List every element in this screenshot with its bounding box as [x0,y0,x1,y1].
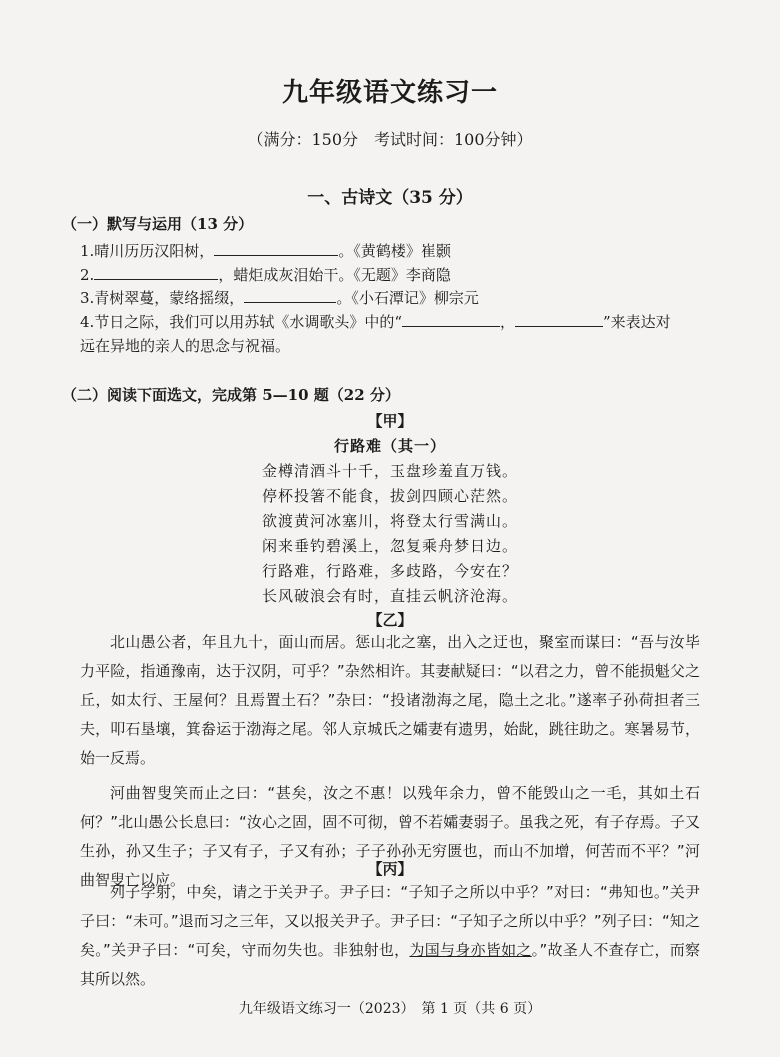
answer-blank-4a[interactable] [402,312,500,327]
text-yi-marker: 【乙】 [367,611,413,629]
poem-line: 闲来垂钓碧溪上，忽复乘舟梦日边。 [261,537,518,555]
poem-line: 停杯投箸不能食，拔剑四顾心茫然。 [261,487,518,505]
question-2-suffix: 《无题》李商隐 [353,266,451,284]
part1-title: （一）默写与运用（13 分） [62,215,254,233]
question-4-text-c: ”来表达对 [603,313,671,331]
question-4-line2: 远在异地的亲人的思念与祝福。 [80,337,291,355]
question-3-prefix: 3.青树翠蔓，蒙络摇缀， [80,289,245,307]
question-4-text-b: ， [499,313,515,331]
poem-line: 行路难，行路难，多歧路，今安在？ [261,562,518,580]
underlined-sentence: 为国与身亦皆如之 [409,941,532,959]
text-jia-marker: 【甲】 [367,412,413,430]
question-2-prefix: 2. [80,266,95,284]
section-title: 一、古诗文（35 分） [307,188,473,208]
answer-blank-2[interactable] [94,265,218,280]
question-1-prefix: 1.晴川历历汉阳树， [80,242,215,260]
poem-line: 欲渡黄河冰塞川，将登太行雪满山。 [261,512,518,530]
page-title: 九年级语文练习一 [281,78,498,108]
answer-blank-1[interactable] [214,241,338,256]
text-bing-body [80,878,700,994]
question-1-suffix: 。《黄鹤楼》崔颢 [338,242,451,260]
poem-line: 金樽清酒斗十千，玉盘珍羞直万钱。 [261,462,518,480]
text-yi-paragraph-2: 河曲智叟笑而止之曰：“甚矣，汝之不惠！以残年余力，曾不能毁山之一毛，其如土石何？”北山愚公长息曰：“汝心之固，固不可彻，曾不若孀妻弱子。虽我之死，有子存焉。子又生孙，孙又生子；子又有子，子又有孙；子子孙孙无穷匮也，而山不加增，何苦而不平？”河曲智叟亡以应。 [80,784,700,889]
text-yi-body [80,628,700,895]
question-4-text-a: 4.节日之际，我们可以用苏轼《水调歌头》中的“ [80,313,402,331]
text-bing-part-a: 列子学射，中矣，请之于关尹子。尹子曰：“子知子之所以中乎？”对曰：“弗知也。”关尹子曰：“未可。”退而习之三年，又以报关尹子。尹子曰：“子知子之所以中乎？”列子曰：“知之矣。”关尹子曰：“可矣，守而勿失也。非独射也， [80,883,700,959]
poem-line: 长风破浪会有时，直挂云帆济沧海。 [261,587,518,605]
text-bing-part-b: 。”故圣人不查存亡，而察其所以然。 [80,941,700,988]
text-bing-marker: 【丙】 [367,860,413,878]
question-3-suffix: 。《小石潭记》柳宗元 [336,289,479,307]
question-1 [80,240,451,261]
exam-info: （满分：150分 考试时间：100分钟） [247,130,533,149]
question-4 [80,311,671,332]
answer-blank-4b[interactable] [515,312,603,327]
question-2-middle: ，蜡炬成灰泪始干。 [218,266,354,284]
part2-title: （二）阅读下面选文，完成第 5—10 题（22 分） [62,386,400,404]
page-footer: 九年级语文练习一（2023） 第 1 页（共 6 页） [238,1001,542,1017]
text-yi-paragraph-1: 北山愚公者，年且九十，面山而居。惩山北之塞，出入之迂也，聚室而谋曰：“吾与汝毕力平险，指通豫南，达于汉阴，可乎？”杂然相许。其妻献疑曰：“以君之力，曾不能损魁父之丘，如太行、王屋何？且焉置土石？”杂曰：“投诸渤海之尾，隐土之北。”遂率子孙荷担者三夫，叩石垦壤，箕畚运于渤海之尾。邻人京城氏之孀妻有遗男，始龀，跳往助之。寒暑易节，始一反焉。 [80,633,700,767]
text-bing-paragraph [80,878,700,994]
question-3 [80,287,479,308]
answer-blank-3[interactable] [244,288,336,303]
poem-title: 行路难（其一） [333,437,446,455]
question-2 [80,264,451,285]
